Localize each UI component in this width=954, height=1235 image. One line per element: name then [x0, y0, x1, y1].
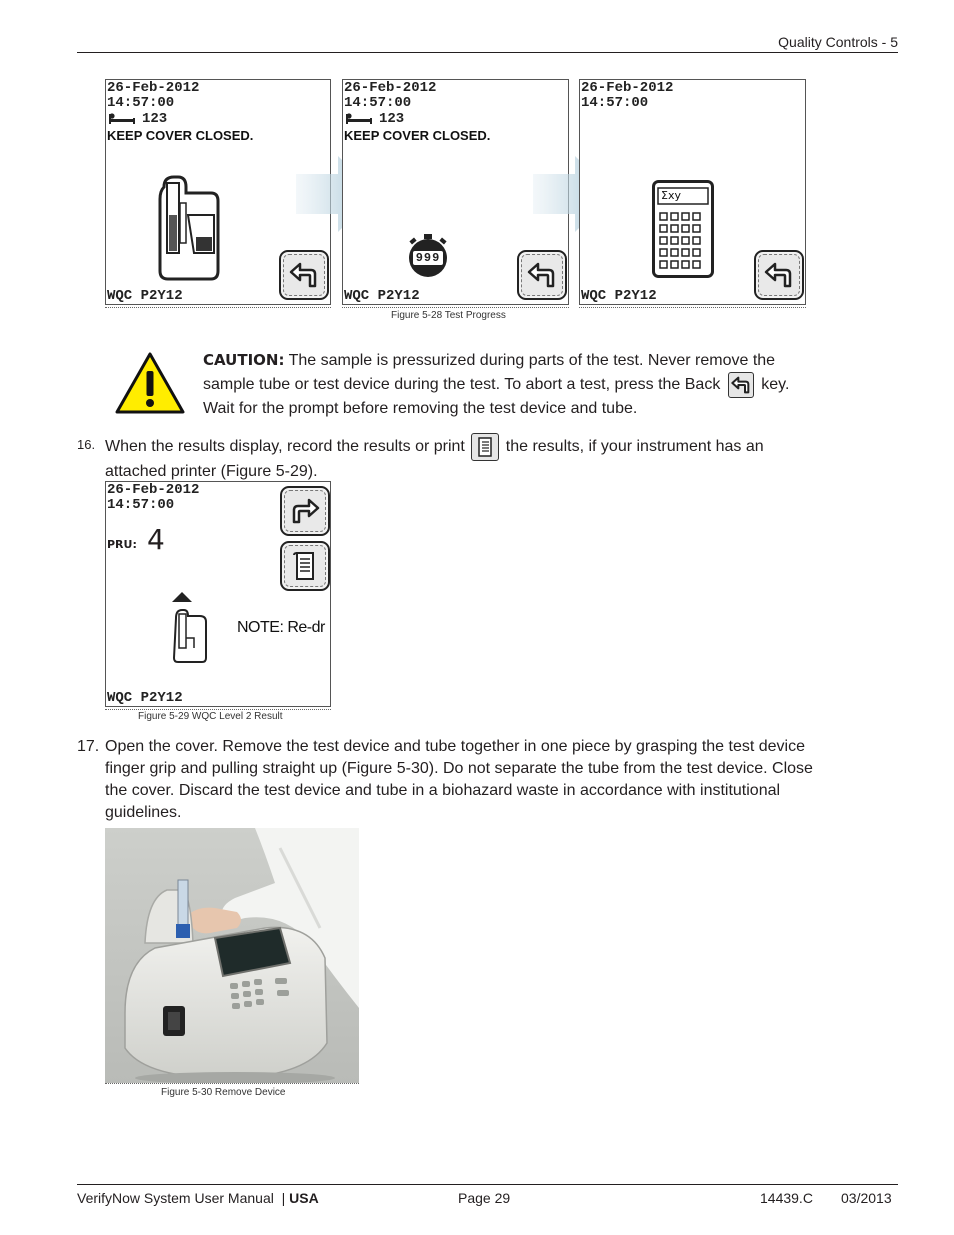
screen-date: 26-Feb-2012 — [344, 80, 437, 96]
screen-time: 14:57:00 — [581, 95, 649, 111]
back-arrow-icon — [527, 262, 557, 288]
patient-bed-icon — [344, 113, 374, 125]
footer-doc-number: 14439.C — [760, 1190, 813, 1206]
footer-page-number: Page 29 — [458, 1190, 511, 1206]
test-progress-screen-3 — [579, 79, 806, 305]
caution-label: CAUTION: — [203, 351, 285, 369]
warning-triangle-icon — [114, 351, 186, 415]
back-button[interactable] — [279, 250, 329, 300]
screen-footer-code: WQC P2Y12 — [107, 288, 183, 304]
timer-readout: 999 — [415, 251, 441, 265]
back-arrow-icon — [289, 262, 319, 288]
step-16-text — [105, 433, 895, 483]
pru-value: 4 — [147, 523, 165, 556]
remove-device-icon — [172, 592, 212, 666]
step-16-line-2: attached printer (Figure 5-29). — [105, 463, 318, 480]
screen-footer-code: WQC P2Y12 — [107, 690, 183, 706]
result-screen — [105, 481, 331, 707]
patient-count: 123 — [379, 111, 405, 127]
back-button[interactable] — [517, 250, 567, 300]
caution-text-line-2: sample tube or test device during the test. To abort a test, press the Back — [203, 376, 721, 394]
screen-date: 26-Feb-2012 — [581, 80, 674, 96]
test-device-icon — [156, 175, 226, 285]
step-number: 16. — [77, 437, 96, 452]
caution-text-line-3: Wait for the prompt before removing the test device and tube. — [203, 400, 638, 417]
screen-date: 26-Feb-2012 — [107, 80, 200, 96]
screen-time: 14:57:00 — [107, 497, 175, 513]
step-17-line-3: the cover. Discard the test device and tube in a biohazard waste in accordance with institutional — [105, 782, 781, 799]
step-number: 17. — [77, 738, 100, 755]
running-header: Quality Controls - 5 — [778, 34, 898, 50]
caution-text-key: key. — [761, 376, 790, 394]
stopwatch-icon — [405, 232, 451, 278]
calculator-icon — [652, 180, 714, 278]
footer-manual-title — [77, 1190, 319, 1206]
pru-label: PRU: — [107, 538, 137, 551]
step-16-line-1a: When the results display, record the results or print — [105, 438, 465, 456]
step-17-line-4: guidelines. — [105, 804, 182, 821]
step-16-line-1b: the results, if your instrument has an — [505, 438, 764, 456]
print-button[interactable] — [280, 541, 330, 591]
step-17-line-2: finger grip and pulling straight up (Figure 5-30). Do not separate the tube from the test device. Close — [105, 760, 813, 777]
print-icon — [292, 551, 318, 581]
print-key-icon — [471, 433, 499, 461]
screen-date: 26-Feb-2012 — [107, 482, 200, 498]
screen-footer-code: WQC P2Y12 — [581, 288, 657, 304]
screen-time: 14:57:00 — [344, 95, 412, 111]
forward-arrow-icon — [290, 498, 320, 524]
back-key-icon — [728, 372, 754, 398]
calculator-display: Σxy — [661, 189, 681, 202]
keep-cover-message: KEEP COVER CLOSED. — [344, 128, 491, 143]
caution-paragraph — [203, 349, 883, 420]
figure-caption: Figure 5-29 WQC Level 2 Result — [138, 711, 283, 722]
screen-time: 14:57:00 — [107, 95, 175, 111]
note-message: NOTE: Re-dr — [237, 619, 325, 636]
figure-caption: Figure 5-28 Test Progress — [391, 310, 506, 321]
remove-device-photo — [105, 828, 359, 1084]
caution-text-line-1: The sample is pressurized during parts of the test. Never remove the — [288, 352, 776, 369]
footer-region: USA — [289, 1190, 319, 1206]
next-button[interactable] — [280, 486, 330, 536]
figure-caption: Figure 5-30 Remove Device — [161, 1087, 286, 1098]
patient-count: 123 — [142, 111, 168, 127]
step-17-text — [105, 736, 905, 824]
back-arrow-icon — [764, 262, 794, 288]
step-17-line-1: Open the cover. Remove the test device and tube together in one piece by grasping the test device — [105, 738, 805, 755]
keep-cover-message: KEEP COVER CLOSED. — [107, 128, 254, 143]
header-rule — [77, 52, 898, 53]
back-button[interactable] — [754, 250, 804, 300]
footer-manual-name: VerifyNow System User Manual | — [77, 1190, 290, 1206]
footer-date: 03/2013 — [841, 1190, 892, 1206]
screen-footer-code: WQC P2Y12 — [344, 288, 420, 304]
patient-bed-icon — [107, 113, 137, 125]
footer-rule — [77, 1184, 898, 1185]
